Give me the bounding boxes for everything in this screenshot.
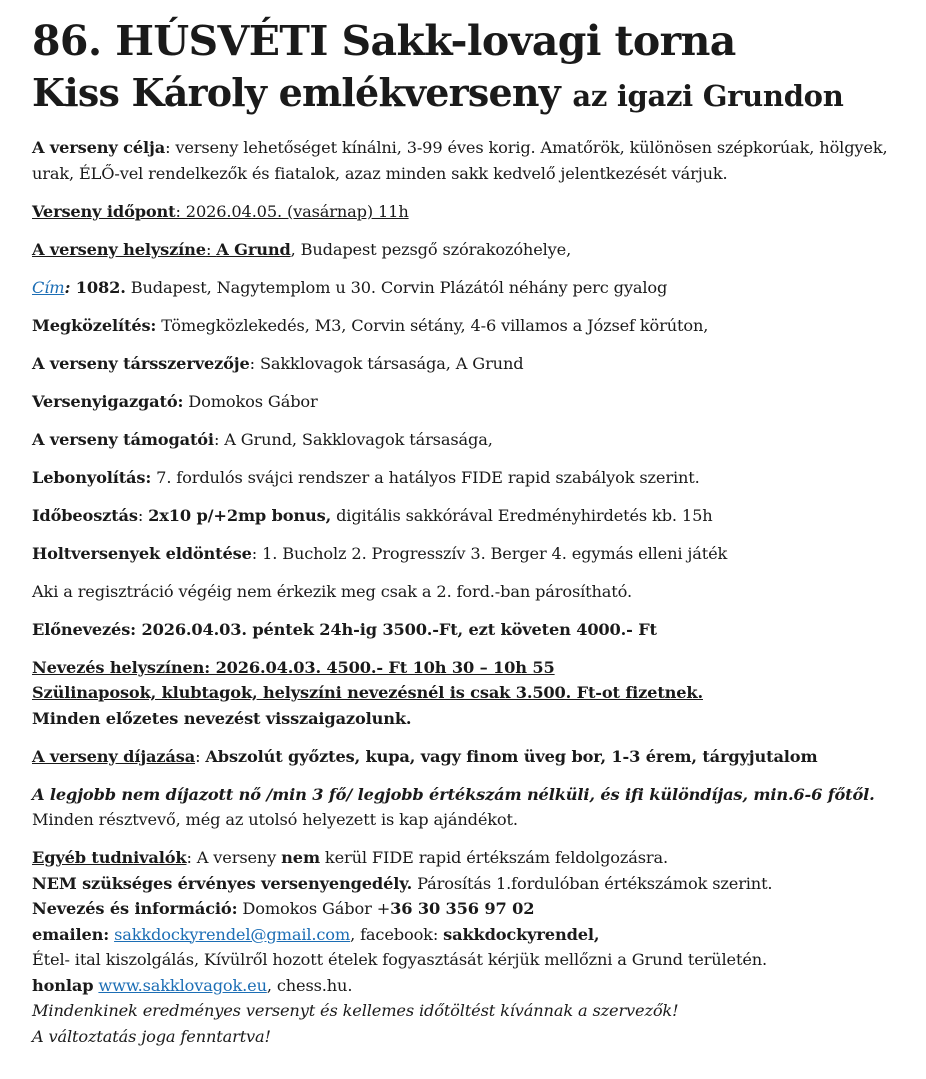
subtitle-tail: az igazi Grundon	[572, 79, 844, 113]
coorganizer-paragraph	[32, 351, 906, 377]
tiebreak-label: Holtversenyek eldöntése	[32, 543, 252, 563]
director-paragraph	[32, 389, 906, 415]
goal-paragraph	[32, 135, 906, 186]
address-zip: 1082.	[70, 277, 126, 297]
coorganizer-label: A verseny társszervezője	[32, 353, 250, 373]
prizes-label: A verseny díjazása	[32, 746, 196, 766]
director-text: Domokos Gábor	[183, 391, 318, 411]
format-label: Lebonyolítás:	[32, 467, 152, 487]
page-title: 86. HÚSVÉTI Sakk-lovagi torna	[32, 17, 736, 65]
access-paragraph	[32, 313, 906, 339]
access-label: Megközelítés:	[32, 315, 157, 335]
email-link[interactable]: sakkdockyrendel@gmail.com	[114, 924, 351, 944]
format-text: 7. fordulós svájci rendszer a hatályos FIDE rapid szabályok szerint.	[151, 467, 700, 487]
address-paragraph: Cím: 1082. Budapest, Nagytemplom u 30. Corvin Plázától néhány perc gyalog	[32, 277, 668, 297]
other-info-paragraph: Egyéb tudnivalók: A verseny nem kerül FIDE rapid értékszám feldolgozásra. NEM szükséges érvényes versenyengedély. Párosítás 1.fordulóban értékszámok szerint. Nevezés és információ: Domokos Gábor +36 30 356 97 02 emailen: sakkdockyrendel@gmail.com, facebook: sakkdockyrendel, Étel- ital kiszolgálás, Kívülről hozott ételek fogyasztását kérjük mellőzni a Grund területén. honlap www.sakklovagok.eu, chess.hu. Mindenkinek eredményes versenyt és kellemes időtöltést kívánnak a szervezők! A változtatás joga fenntartva!	[32, 848, 773, 1046]
page-subtitle	[32, 68, 906, 121]
license-note: NEM szükséges érvényes versenyengedély.	[32, 873, 413, 893]
disclaimer: A változtatás joga fenntartva!	[32, 1026, 271, 1046]
closing-wish: Mindenkinek eredményes versenyt és kellemes időtöltést kívánnak a szervezők!	[32, 1001, 679, 1020]
schedule-paragraph: Időbeosztás: 2x10 p/+2mp bonus, digitális sakkórával Eredményhirdetés kb. 15h	[32, 505, 713, 525]
venue-label: A verseny helyszíne	[32, 239, 206, 259]
onsite-registration-paragraph	[32, 655, 906, 732]
contact-label: Nevezés és információ:	[32, 899, 238, 918]
venue-name: A Grund	[216, 239, 291, 259]
contact-phone: 36 30 356 97 02	[390, 899, 535, 918]
onsite-line-1: Nevezés helyszínen: 2026.04.03. 4500.- Ft 10h 30 – 10h 55	[32, 657, 555, 677]
website-link[interactable]: www.sakklovagok.eu	[98, 975, 267, 995]
sponsors-paragraph	[32, 427, 906, 453]
preregistration-paragraph	[32, 617, 906, 643]
facebook-handle: sakkdockyrendel,	[443, 924, 600, 944]
prizes-text: Abszolút győztes, kupa, vagy finom üveg bor, 1-3 érem, tárgyjutalom	[205, 746, 818, 766]
date-value: : 2026.04.05. (vasárnap) 11h	[175, 201, 409, 221]
schedule-rest: digitális sakkórával Eredményhirdetés kb. 15h	[331, 505, 713, 525]
email-label: emailen:	[32, 924, 110, 944]
sponsors-label: A verseny támogatói	[32, 429, 214, 449]
date-label: Verseny időpont	[32, 201, 176, 221]
special-prizes-paragraph	[32, 782, 906, 833]
goal-text: : verseny lehetőséget kínálni, 3-99 éves korig. Amatőrök, különösen szépkorúak, hölgyek, urak, ÉLŐ-vel rendelkezők és fiatalok, azaz minden sakk kedvelő jelentkezését várjuk.	[32, 138, 888, 183]
special-prizes-line-1: A legjobb nem díjazott nő /min 3 fő/ legjobb értékszám nélküli, és ifi különdíjas, min.6-6 főtől.	[32, 784, 875, 804]
sponsors-text: : A Grund, Sakklovagok társasága,	[213, 429, 493, 449]
catering-note: Étel- ital kiszolgálás, Kívülről hozott ételek fogyasztását kérjük mellőzni a Grund területén.	[32, 950, 768, 969]
coorganizer-text: : Sakklovagok társasága, A Grund	[249, 353, 524, 373]
late-arrival-note: Aki a regisztráció végéig nem érkezik meg csak a 2. ford.-ban párosítható.	[32, 581, 632, 601]
format-paragraph	[32, 465, 906, 491]
goal-label: A verseny célja	[32, 138, 166, 157]
schedule-label: Időbeosztás	[32, 505, 138, 525]
date-paragraph	[32, 199, 906, 225]
venue-rest: , Budapest pezsgő szórakozóhelye,	[290, 239, 572, 259]
preregistration-text: Előnevezés: 2026.04.03. péntek 24h-ig 3500.-Ft, ezt követen 4000.- Ft	[32, 619, 657, 639]
special-prizes-line-2: Minden résztvevő, még az utolsó helyezett is kap ajándékot.	[32, 810, 518, 829]
director-label: Versenyigazgató:	[32, 391, 184, 411]
onsite-line-3: Minden előzetes nevezést visszaigazolunk.	[32, 708, 412, 728]
tiebreak-text: : 1. Bucholz 2. Progresszív 3. Berger 4. egymás elleni játék	[251, 543, 728, 563]
access-text: Tömegközlekedés, M3, Corvin sétány, 4-6 villamos a József körúton,	[156, 315, 709, 335]
prizes-paragraph: A verseny díjazása: Abszolút győztes, kupa, vagy finom üveg bor, 1-3 érem, tárgyjutalom	[32, 746, 818, 766]
onsite-line-2: Szülinaposok, klubtagok, helyszíni nevezésnél is csak 3.500. Ft-ot fizetnek.	[32, 683, 703, 702]
schedule-time-control: 2x10 p/+2mp bonus,	[148, 505, 332, 525]
venue-paragraph: A verseny helyszíne: A Grund, Budapest pezsgő szórakozóhelye,	[32, 239, 572, 259]
address-rest: Budapest, Nagytemplom u 30. Corvin Plázától néhány perc gyalog	[125, 277, 668, 297]
other-info-label: Egyéb tudnivalók	[32, 848, 187, 867]
subtitle-main: Kiss Károly emlékverseny	[32, 70, 560, 115]
website-label: honlap	[32, 975, 94, 995]
tiebreak-paragraph	[32, 541, 906, 567]
address-link[interactable]: Cím	[32, 277, 65, 297]
